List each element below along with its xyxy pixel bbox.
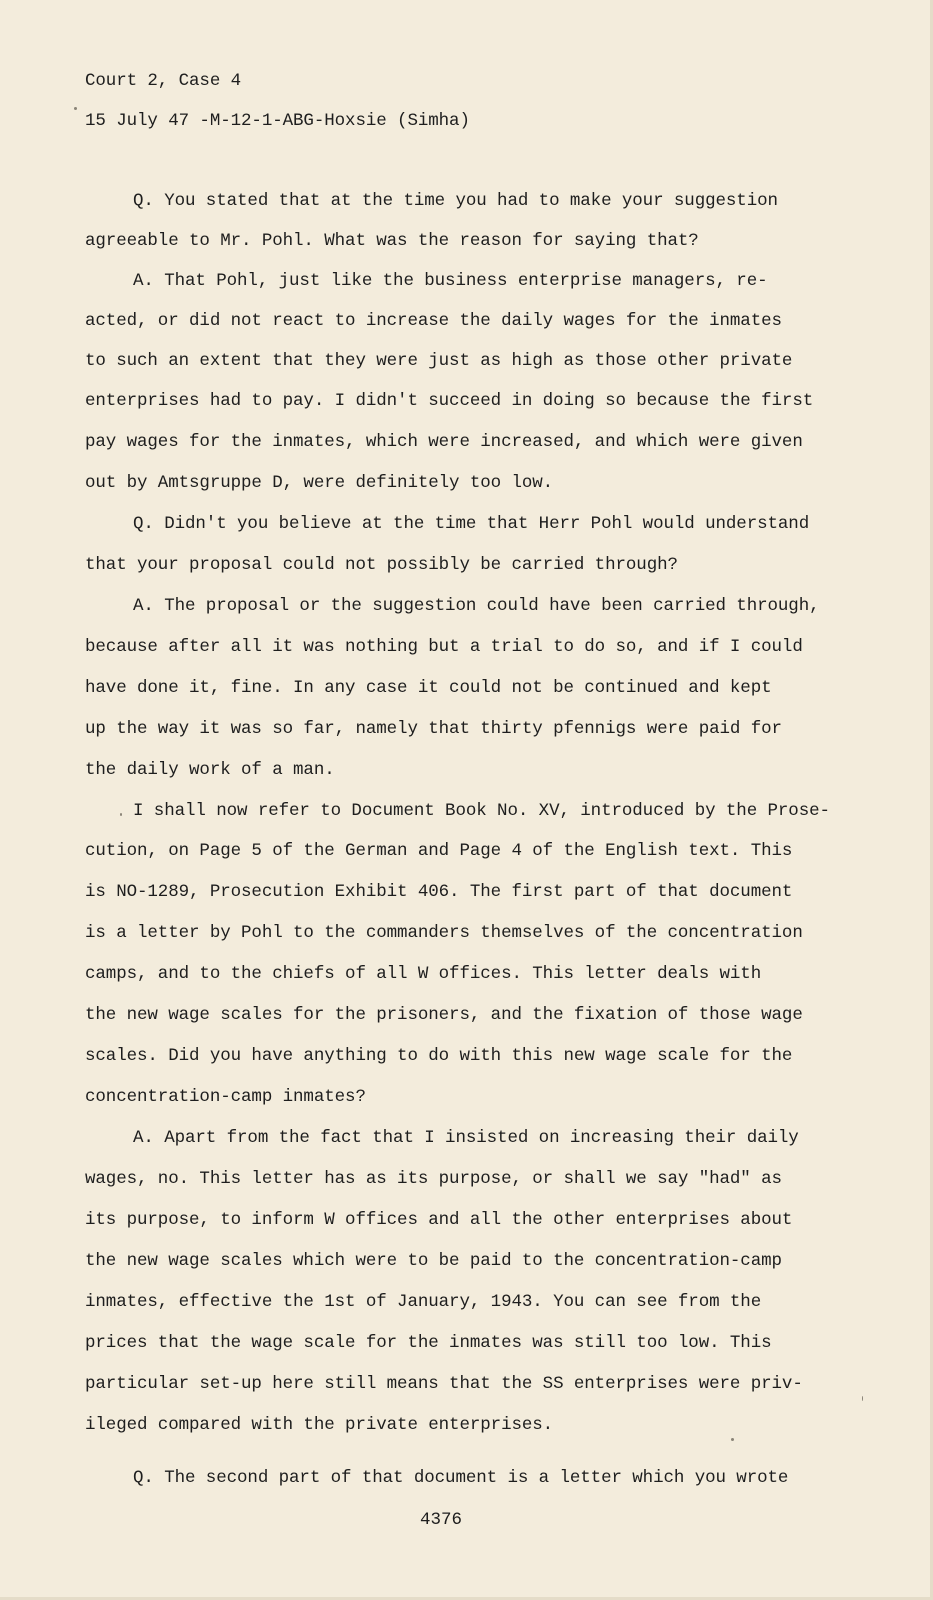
transcript-line: wages, no. This letter has as its purpose, or shall we say "had" as <box>85 1169 782 1189</box>
transcript-line: concentration-camp inmates? <box>85 1087 366 1107</box>
paper-speck <box>731 1438 734 1441</box>
transcript-line: Q. Didn't you believe at the time that Herr Pohl would understand <box>133 514 810 534</box>
transcript-line: I shall now refer to Document Book No. XV, introduced by the Prose- <box>133 801 830 821</box>
transcript-line: the new wage scales which were to be paid to the concentration-camp <box>85 1251 782 1271</box>
transcript-line: have done it, fine. In any case it could not be continued and kept <box>85 678 772 698</box>
transcript-line: out by Amtsgruppe D, were definitely too low. <box>85 473 554 493</box>
transcript-line: its purpose, to inform W offices and all the other enterprises about <box>85 1210 793 1230</box>
transcript-line: the new wage scales for the prisoners, and the fixation of those wage <box>85 1005 803 1025</box>
transcript-line: up the way it was so far, namely that thirty pfennigs were paid for <box>85 719 782 739</box>
paper-speck <box>120 813 122 816</box>
paper-speck <box>74 107 77 110</box>
court-case-header: Court 2, Case 4 <box>85 71 242 91</box>
transcript-line: agreeable to Mr. Pohl. What was the reason for saying that? <box>85 231 699 251</box>
transcript-line: enterprises had to pay. I didn't succeed in doing so because the first <box>85 391 814 411</box>
transcript-line: A. Apart from the fact that I insisted on increasing their daily <box>133 1128 799 1148</box>
transcript-line: particular set-up here still means that the SS enterprises were priv- <box>85 1374 803 1394</box>
transcript-line: Q. You stated that at the time you had to make your suggestion <box>133 191 778 211</box>
transcript-line: that your proposal could not possibly be carried through? <box>85 555 678 575</box>
transcript-line: because after all it was nothing but a trial to do so, and if I could <box>85 637 803 657</box>
transcript-line: the daily work of a man. <box>85 760 335 780</box>
transcript-line: cution, on Page 5 of the German and Page 4 of the English text. This <box>85 841 793 861</box>
transcript-line: A. The proposal or the suggestion could have been carried through, <box>133 596 820 616</box>
transcript-line: Q. The second part of that document is a letter which you wrote <box>133 1468 789 1488</box>
paper-speck <box>862 1396 863 1401</box>
transcript-line: prices that the wage scale for the inmates was still too low. This <box>85 1333 772 1353</box>
transcript-line: is a letter by Pohl to the commanders themselves of the concentration <box>85 923 803 943</box>
transcript-line: ileged compared with the private enterprises. <box>85 1415 554 1435</box>
transcript-line: pay wages for the inmates, which were increased, and which were given <box>85 432 803 452</box>
transcript-line: scales. Did you have anything to do with this new wage scale for the <box>85 1046 793 1066</box>
transcript-line: camps, and to the chiefs of all W offices. This letter deals with <box>85 964 762 984</box>
transcript-line: to such an extent that they were just as high as those other private <box>85 351 793 371</box>
transcript-line: inmates, effective the 1st of January, 1943. You can see from the <box>85 1292 762 1312</box>
page-number: 4376 <box>420 1510 463 1530</box>
session-header: 15 July 47 -M-12-1-ABG-Hoxsie (Simha) <box>85 111 470 131</box>
transcript-line: is NO-1289, Prosecution Exhibit 406. The first part of that document <box>85 882 793 902</box>
transcript-line: acted, or did not react to increase the daily wages for the inmates <box>85 311 782 331</box>
transcript-line: A. That Pohl, just like the business enterprise managers, re- <box>133 271 768 291</box>
